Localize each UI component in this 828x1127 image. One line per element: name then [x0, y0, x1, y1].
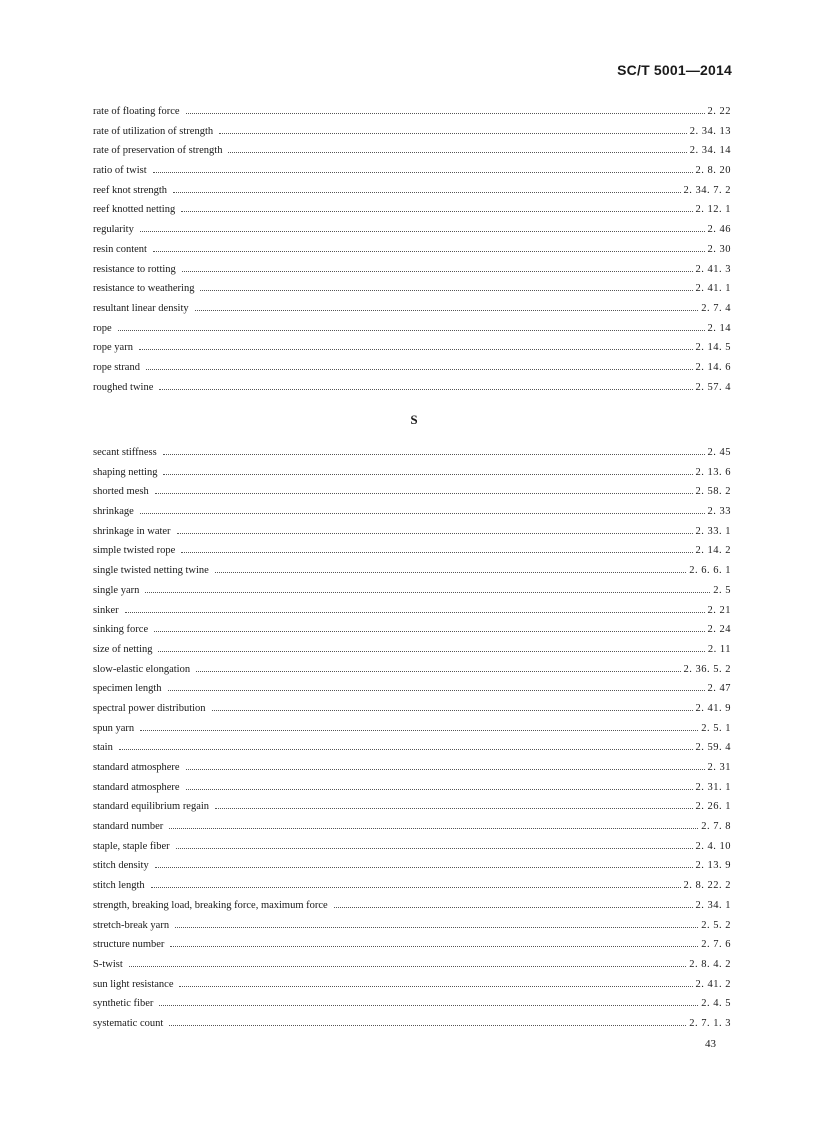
- index-entry: [93, 896, 731, 916]
- entry-ref: 2. 33. 1: [695, 525, 731, 537]
- index-entry: [93, 561, 731, 581]
- dot-leader: [186, 769, 705, 770]
- entry-term: standard number: [93, 821, 164, 833]
- entry-ref: 2. 22: [707, 106, 731, 117]
- entry-ref: 2. 31: [707, 762, 731, 773]
- entry-term: staple, staple fiber: [93, 840, 170, 852]
- entry-term: sinking force: [93, 624, 149, 636]
- entry-term: spun yarn: [93, 722, 135, 734]
- entry-ref: 2. 4. 5: [701, 998, 731, 1010]
- entry-ref: 2. 34. 14: [689, 145, 731, 157]
- entry-ref: 2. 34. 13: [689, 125, 731, 137]
- entry-term: S-twist: [93, 958, 123, 970]
- dot-leader: [169, 1025, 686, 1026]
- entry-ref: 2. 14. 5: [695, 342, 731, 354]
- dot-leader: [195, 310, 699, 311]
- index-entry: [93, 161, 731, 181]
- dot-leader: [146, 369, 693, 370]
- entry-term: synthetic fiber: [93, 998, 154, 1010]
- page-number: 43: [705, 1038, 716, 1050]
- index-entry: [93, 994, 731, 1014]
- entry-term: resistance to weathering: [93, 283, 195, 295]
- entry-ref: 2. 5: [713, 584, 731, 596]
- index-entry: [93, 502, 731, 522]
- dot-leader: [153, 172, 693, 173]
- index-entry: [93, 122, 731, 142]
- entry-ref: 2. 33: [707, 506, 731, 518]
- index-entry: [93, 935, 731, 955]
- index-entry: [93, 640, 731, 660]
- entry-ref: 2. 8. 22. 2: [683, 880, 731, 892]
- index-entry: [93, 141, 731, 161]
- index-list-r: [93, 102, 731, 397]
- entry-term: reef knotted netting: [93, 204, 176, 216]
- entry-ref: 2. 41. 2: [695, 978, 731, 990]
- index-entry: [93, 837, 731, 857]
- index-entry: [93, 463, 731, 483]
- dot-leader: [163, 454, 705, 455]
- entry-ref: 2. 46: [707, 224, 731, 236]
- entry-ref: 2. 30: [707, 243, 731, 255]
- index-entry: [93, 358, 731, 378]
- index-list-s: [93, 443, 731, 1034]
- entry-ref: 2. 13. 9: [695, 860, 731, 872]
- dot-leader: [186, 113, 705, 114]
- dot-leader: [177, 533, 693, 534]
- index-entry: [93, 975, 731, 995]
- entry-term: rope yarn: [93, 342, 133, 354]
- entry-term: stain: [93, 742, 113, 754]
- entry-ref: 2. 7. 6: [701, 939, 731, 951]
- entry-term: rope: [93, 322, 112, 334]
- entry-ref: 2. 47: [707, 683, 731, 695]
- entry-ref: 2. 36. 5. 2: [683, 663, 731, 675]
- dot-leader: [154, 631, 704, 632]
- entry-ref: 2. 11: [707, 643, 731, 655]
- dot-leader: [139, 349, 693, 350]
- dot-leader: [179, 986, 692, 987]
- index-entry: [93, 181, 731, 201]
- entry-term: standard atmosphere: [93, 762, 180, 773]
- dot-leader: [155, 493, 693, 494]
- dot-leader: [158, 651, 704, 652]
- dot-leader: [153, 251, 705, 252]
- index-entry: [93, 319, 731, 339]
- entry-term: stretch-break yarn: [93, 919, 170, 931]
- dot-leader: [196, 671, 680, 672]
- section-heading-s: S: [410, 412, 418, 427]
- entry-term: regularity: [93, 224, 134, 236]
- entry-ref: 2. 14. 2: [695, 545, 731, 557]
- entry-term: slow-elastic elongation: [93, 663, 191, 675]
- index-entry: [93, 916, 731, 936]
- entry-term: standard atmosphere: [93, 781, 180, 793]
- index-entry: [93, 541, 731, 561]
- entry-ref: 2. 13. 6: [695, 466, 731, 478]
- entry-term: shorted mesh: [93, 486, 149, 498]
- index-entry: [93, 876, 731, 896]
- dot-leader: [176, 848, 693, 849]
- dot-leader: [125, 612, 705, 613]
- entry-term: single twisted netting twine: [93, 565, 209, 577]
- index-entry: [93, 817, 731, 837]
- index-entry: [93, 220, 731, 240]
- dot-leader: [173, 192, 680, 193]
- entry-ref: 2. 14. 6: [695, 361, 731, 373]
- index-entry: [93, 581, 731, 601]
- dot-leader: [168, 690, 705, 691]
- index-entry: [93, 758, 731, 778]
- entry-term: shrinkage: [93, 506, 134, 518]
- entry-ref: 2. 6. 6. 1: [689, 565, 731, 577]
- index-entry: [93, 856, 731, 876]
- entry-term: rope strand: [93, 361, 140, 373]
- entry-term: sinker: [93, 604, 119, 616]
- entry-term: shaping netting: [93, 466, 158, 478]
- entry-ref: 2. 5. 2: [701, 919, 731, 931]
- dot-leader: [181, 211, 692, 212]
- index-entry: [93, 601, 731, 621]
- entry-ref: 2. 12. 1: [695, 204, 731, 216]
- dot-leader: [155, 867, 693, 868]
- index-entry: [93, 260, 731, 280]
- entry-term: stitch density: [93, 860, 149, 872]
- entry-term: resultant linear density: [93, 302, 189, 314]
- entry-ref: 2. 7. 1. 3: [689, 1017, 731, 1029]
- entry-ref: 2. 41. 3: [695, 263, 731, 275]
- dot-leader: [159, 1005, 698, 1006]
- dot-leader: [140, 513, 705, 514]
- dot-leader: [215, 808, 692, 809]
- index-entry: [93, 338, 731, 358]
- index-entry: [93, 1014, 731, 1034]
- dot-leader: [169, 828, 698, 829]
- dot-leader: [334, 907, 693, 908]
- entry-ref: 2. 34. 1: [695, 899, 731, 911]
- entry-ref: 2. 45: [707, 447, 731, 458]
- index-entry: [93, 955, 731, 975]
- index-entry: [93, 522, 731, 542]
- dot-leader: [151, 887, 681, 888]
- entry-term: secant stiffness: [93, 447, 157, 458]
- dot-leader: [215, 572, 686, 573]
- entry-term: specimen length: [93, 683, 162, 695]
- entry-ref: 2. 31. 1: [695, 781, 731, 793]
- entry-ref: 2. 59. 4: [695, 742, 731, 754]
- index-entry: [93, 797, 731, 817]
- entry-ref: 2. 4. 10: [695, 840, 731, 852]
- entry-term: ratio of twist: [93, 165, 147, 177]
- index-entry: [93, 738, 731, 758]
- index-entry: [93, 378, 731, 398]
- entry-term: simple twisted rope: [93, 545, 176, 557]
- dot-leader: [219, 133, 687, 134]
- entry-term: strength, breaking load, breaking force, maximum force: [93, 899, 328, 911]
- entry-ref: 2. 14: [707, 322, 731, 334]
- dot-leader: [175, 927, 698, 928]
- entry-term: systematic count: [93, 1017, 164, 1029]
- entry-term: spectral power distribution: [93, 702, 206, 714]
- entry-ref: 2. 8. 20: [695, 165, 731, 177]
- entry-term: size of netting: [93, 643, 153, 655]
- dot-leader: [119, 749, 693, 750]
- entry-term: reef knot strength: [93, 184, 168, 196]
- entry-ref: 2. 57. 4: [695, 381, 731, 393]
- entry-ref: 2. 26. 1: [695, 801, 731, 813]
- dot-leader: [212, 710, 693, 711]
- entry-ref: 2. 58. 2: [695, 486, 731, 498]
- entry-ref: 2. 34. 7. 2: [683, 184, 731, 196]
- entry-term: rate of floating force: [93, 106, 180, 117]
- dot-leader: [129, 966, 686, 967]
- entry-term: sun light resistance: [93, 978, 174, 990]
- dot-leader: [181, 552, 692, 553]
- dot-leader: [182, 271, 693, 272]
- entry-ref: 2. 24: [707, 624, 731, 636]
- entry-term: standard equilibrium regain: [93, 801, 210, 813]
- entry-ref: 2. 7. 4: [701, 302, 731, 314]
- index-entry: [93, 778, 731, 798]
- entry-term: single yarn: [93, 584, 140, 596]
- document-code: SC/T 5001—2014: [617, 62, 732, 78]
- entry-term: stitch length: [93, 880, 145, 892]
- index-entry: [93, 620, 731, 640]
- dot-leader: [159, 389, 692, 390]
- entry-ref: 2. 41. 1: [695, 283, 731, 295]
- index-entry: [93, 102, 731, 122]
- index-entry: [93, 719, 731, 739]
- dot-leader: [228, 152, 686, 153]
- entry-ref: 2. 41. 9: [695, 702, 731, 714]
- entry-term: rate of preservation of strength: [93, 145, 223, 157]
- entry-term: roughed twine: [93, 381, 154, 393]
- index-entry: [93, 240, 731, 260]
- index-entry: [93, 660, 731, 680]
- entry-ref: 2. 5. 1: [701, 722, 731, 734]
- index-entry: [93, 279, 731, 299]
- entry-ref: 2. 21: [707, 604, 731, 616]
- index-entry: [93, 299, 731, 319]
- entry-term: structure number: [93, 939, 165, 951]
- entry-term: resistance to rotting: [93, 263, 176, 275]
- dot-leader: [118, 330, 705, 331]
- index-entry: [93, 482, 731, 502]
- dot-leader: [145, 592, 710, 593]
- dot-leader: [140, 231, 705, 232]
- dot-leader: [163, 474, 692, 475]
- entry-ref: 2. 8. 4. 2: [689, 958, 731, 970]
- entry-ref: 2. 7. 8: [701, 821, 731, 833]
- entry-term: resin content: [93, 243, 147, 255]
- dot-leader: [140, 730, 698, 731]
- index-entry: [93, 679, 731, 699]
- dot-leader: [200, 290, 692, 291]
- entry-term: rate of utilization of strength: [93, 125, 214, 137]
- dot-leader: [186, 789, 693, 790]
- index-entry: [93, 200, 731, 220]
- dot-leader: [170, 946, 698, 947]
- index-entry: [93, 443, 731, 463]
- index-entry: [93, 699, 731, 719]
- entry-term: shrinkage in water: [93, 525, 171, 537]
